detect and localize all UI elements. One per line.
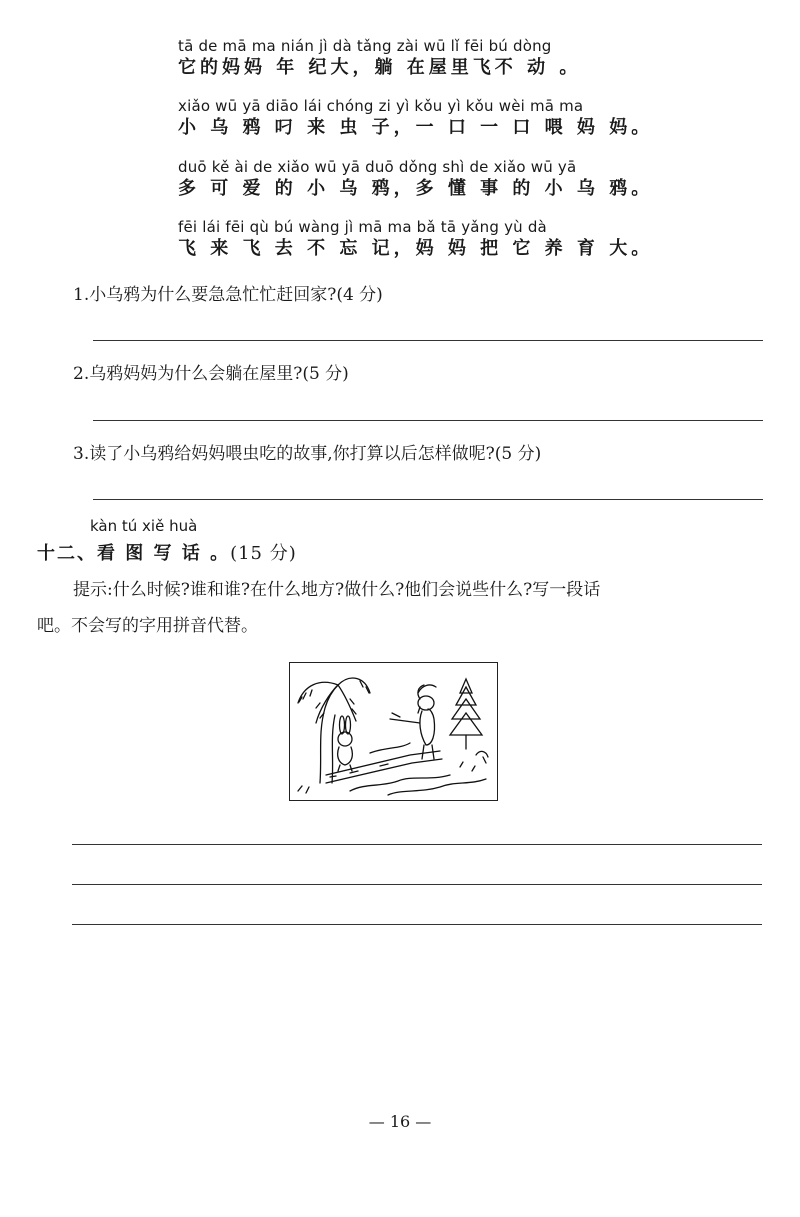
section-pinyin: kàn tú xiě huà — [90, 517, 198, 535]
section-title — [37, 539, 297, 565]
illustration-drawing — [290, 663, 496, 799]
poem-line-3 — [178, 157, 778, 201]
writing-line-3[interactable] — [72, 924, 762, 925]
writing-line-2[interactable] — [72, 884, 762, 885]
hint-line-1: 提示:什么时候?谁和谁?在什么地方?做什么?他们会说些什么?写一段话 — [73, 580, 601, 600]
pinyin-text: xiǎo wū yā diāo lái chóng zi yì kǒu yì kǒu wèi mā ma — [178, 97, 584, 115]
hint-paragraph — [37, 572, 765, 644]
hanzi-text: 小 乌 鸦 叼 来 虫 子，一 口 一 口 喂 妈 妈。 — [178, 117, 654, 138]
answer-line-3[interactable] — [93, 499, 763, 500]
pinyin-text: fēi lái fēi qù bú wàng jì mā ma bǎ tā yǎng yù dà — [178, 218, 547, 236]
hanzi-text: 飞 来 飞 去 不 忘 记，妈 妈 把 它 养 育 大。 — [178, 238, 654, 259]
poem-line-4 — [178, 217, 778, 261]
page-number: — 16 — — [368, 1112, 432, 1131]
question-1: 1.小乌鸦为什么要急急忙忙赶回家?(4 分) — [73, 285, 383, 305]
section-title-text: 十二、看 图 写 话 。 — [37, 543, 231, 564]
hanzi-text: 它的妈妈 年 纪大，躺 在屋里飞不 动 。 — [178, 57, 582, 78]
writing-line-1[interactable] — [72, 844, 762, 845]
illustration-goat-rabbit-bridge — [289, 662, 498, 801]
answer-line-1[interactable] — [93, 340, 763, 341]
poem-line-1 — [178, 36, 778, 80]
pinyin-text: duō kě ài de xiǎo wū yā duō dǒng shì de xiǎo wū yā — [178, 158, 577, 176]
poem-line-2 — [178, 96, 778, 140]
pinyin-text: tā de mā ma nián jì dà tǎng zài wū lǐ fēi bú dòng — [178, 37, 552, 55]
answer-line-2[interactable] — [93, 420, 763, 421]
hanzi-text: 多 可 爱 的 小 乌 鸦，多 懂 事 的 小 乌 鸦。 — [178, 178, 654, 199]
hint-line-2: 吧。不会写的字用拼音代替。 — [37, 616, 258, 636]
section-score: (15 分) — [230, 543, 297, 564]
question-2: 2.乌鸦妈妈为什么会躺在屋里?(5 分) — [73, 364, 349, 384]
question-3: 3.读了小乌鸦给妈妈喂虫吃的故事,你打算以后怎样做呢?(5 分) — [73, 444, 542, 464]
